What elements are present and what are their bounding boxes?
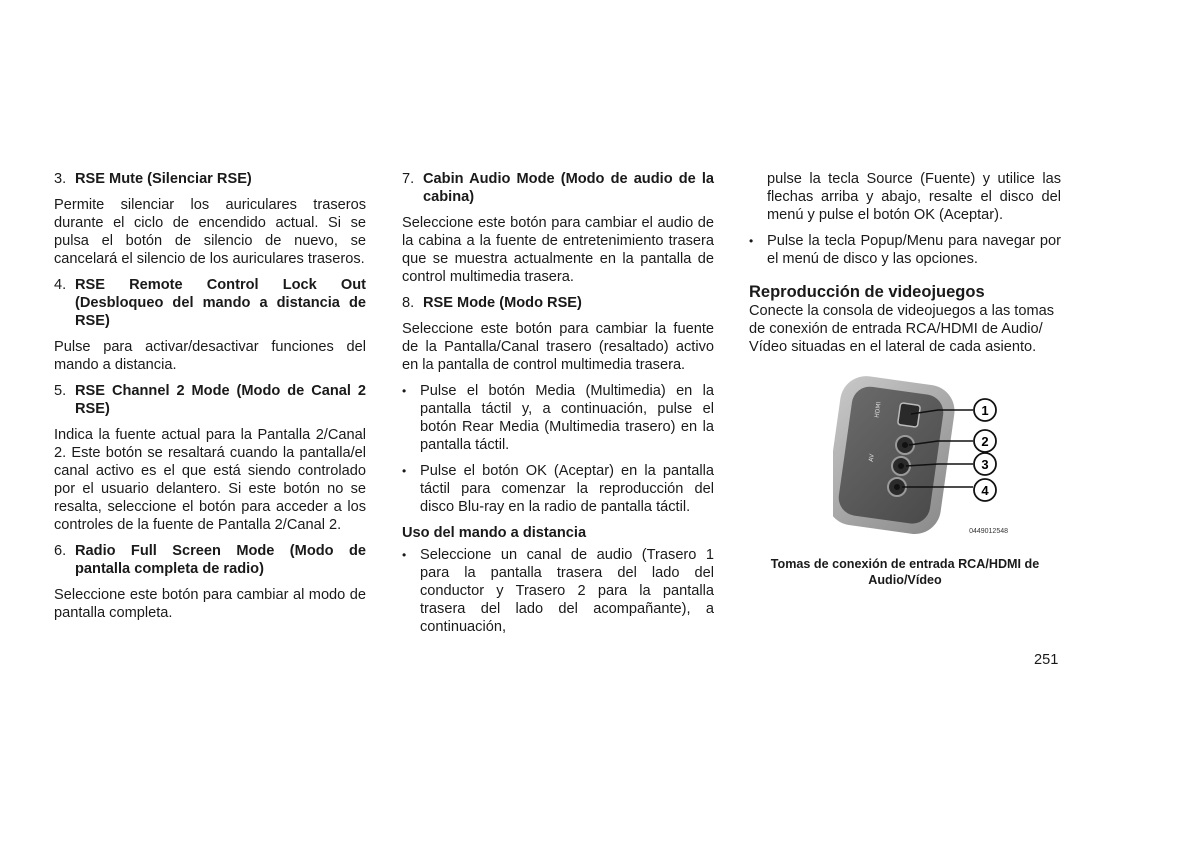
item-title: Radio Full Screen Mode (Modo de pantalla completa de radio) [75, 543, 366, 577]
list-item [402, 546, 714, 636]
item-6-text: Seleccione este botón para cambiar al modo de pantalla completa. [54, 587, 366, 621]
svg-text:1: 1 [981, 403, 989, 418]
list-item-text: Seleccione un canal de audio (Trasero 1 para la pantalla trasera del lado del conductor y Trasero 2 para la pantalla trasera del lado del acompañante), a continuación, [420, 547, 714, 635]
bullet-list-media [402, 382, 714, 516]
item-title: RSE Mode (Modo RSE) [423, 295, 582, 311]
svg-text:3: 3 [981, 457, 989, 472]
svg-text:2: 2 [981, 434, 989, 449]
list-item [749, 232, 1061, 268]
hdmi-label: HDMI [873, 401, 883, 419]
list-item-text: Pulse el botón Media (Multimedia) en la pantalla táctil y, a continuación, pulse el botón Rear Media (Multimedia trasero) en la pantalla táctil. [420, 383, 714, 453]
list-item [402, 382, 714, 454]
item-number: 8. [402, 295, 415, 311]
item-7-heading [402, 170, 714, 206]
input-panel-illustration [833, 368, 1063, 543]
callout-4 [974, 479, 996, 501]
item-7-text: Seleccione este botón para cambiar el audio de la cabina a la fuente de entretenimiento trasera que se muestra actualmente en la pantalla de control multimedia trasera. [402, 215, 714, 285]
column-middle [402, 170, 714, 644]
av-label: AV [867, 453, 876, 463]
bullet-glyph: • [402, 384, 407, 398]
item-number: 4. [54, 277, 67, 293]
column-left [54, 170, 366, 630]
item-number: 5. [54, 383, 67, 399]
bullet-glyph: • [402, 548, 407, 562]
item-number: 3. [54, 171, 67, 187]
column-right [749, 170, 1061, 588]
item-number: 6. [54, 543, 67, 559]
item-title: RSE Remote Control Lock Out (Desbloqueo del mando a distancia de RSE) [75, 277, 366, 329]
item-5-heading [54, 382, 366, 418]
section-title: Reproducción de videojuegos [749, 283, 985, 301]
bullet-continuation: pulse la tecla Source (Fuente) y utilice las flechas arriba y abajo, resalte el disco del menú y pulse el botón OK (Aceptar). [767, 171, 1061, 223]
bullet-glyph: • [749, 234, 754, 248]
figure-caption-line-1: Tomas de conexión de entrada RCA/HDMI de [770, 557, 1040, 571]
item-title: RSE Mute (Silenciar RSE) [75, 171, 252, 187]
bullet-list-remote [402, 546, 714, 636]
callout-2 [974, 430, 996, 452]
section-text: Conecte la consola de videojuegos a las tomas de conexión de entrada RCA/HDMI de Audio/ Vídeo situadas en el lateral de cada asiento. [749, 303, 1055, 355]
list-item-text: Pulse la tecla Popup/Menu para navegar por el menú de disco y las opciones. [767, 233, 1061, 267]
item-3-heading [54, 170, 366, 188]
item-4-heading [54, 276, 366, 330]
figure-code: 0449012548 [969, 528, 1008, 535]
item-3-text: Permite silenciar los auriculares traseros durante el ciclo de encendido actual. Si se pulsa el botón de silencio de nuevo, se cancelará el silencio de los auriculares traseros. [54, 197, 366, 267]
figure-caption-line-2: Audio/Vídeo [868, 573, 942, 587]
item-6-heading [54, 542, 366, 578]
callout-3 [974, 453, 996, 475]
remote-heading: Uso del mando a distancia [402, 525, 587, 541]
list-item [402, 462, 714, 516]
svg-text:4: 4 [981, 483, 989, 498]
bullet-list-popup [749, 232, 1061, 268]
item-title: RSE Channel 2 Mode (Modo de Canal 2 RSE) [75, 383, 366, 417]
item-8-text: Seleccione este botón para cambiar la fuente de la Pantalla/Canal trasero (resaltado) activo en la pantalla de control multimedia trasera. [402, 321, 714, 373]
rca-hdmi-figure [749, 368, 1061, 548]
item-5-text: Indica la fuente actual para la Pantalla 2/Canal 2. Este botón se resaltará cuando la pantalla/el canal activo es el que está siendo controlado por el usuario delantero. Si este botón no se resalta, seleccione el botón para acceder a los controles de la fuente de Pantalla 2/Canal 2. [54, 427, 366, 533]
item-number: 7. [402, 171, 415, 187]
item-4-text: Pulse para activar/desactivar funciones del mando a distancia. [54, 339, 366, 373]
item-title: Cabin Audio Mode (Modo de audio de la cabina) [423, 171, 714, 205]
panel-face [836, 384, 945, 526]
item-8-heading [402, 294, 714, 312]
page-number: 251 [1034, 652, 1059, 668]
figure-caption [749, 556, 1061, 588]
callout-1 [974, 399, 996, 421]
bullet-glyph: • [402, 464, 407, 478]
list-item-text: Pulse el botón OK (Aceptar) en la pantalla táctil para comenzar la reproducción del disco Blu-ray en la radio de pantalla táctil. [420, 463, 714, 515]
hdmi-port [898, 403, 921, 428]
